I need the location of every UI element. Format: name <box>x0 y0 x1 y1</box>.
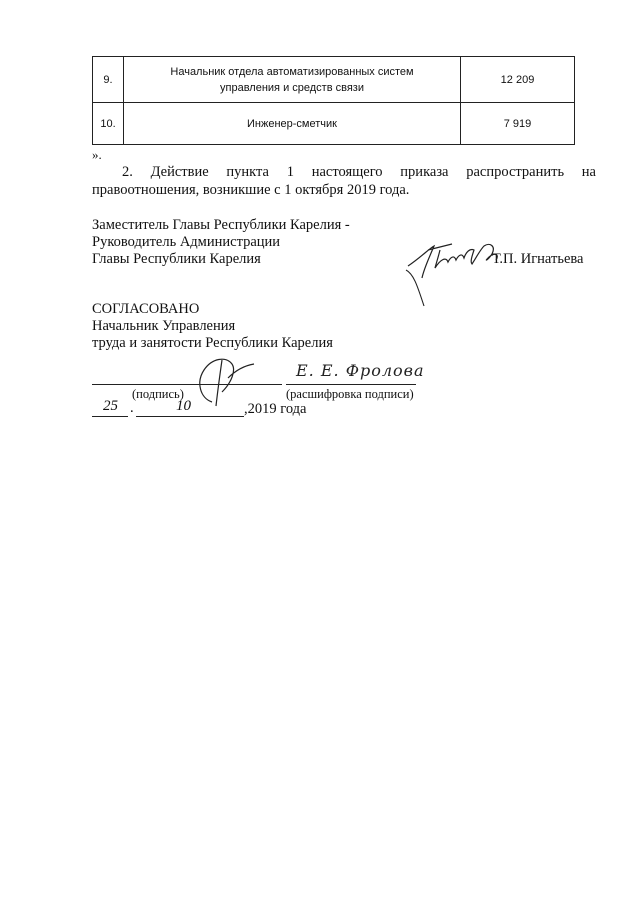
signatory-position-line-3: Главы Республики Карелия <box>92 251 261 267</box>
date-year: ,2019 года <box>244 401 307 417</box>
row-value: 12 209 <box>461 57 575 103</box>
row-number: 10. <box>93 103 124 145</box>
paragraph-2-line-1: 2. Действие пункта 1 настоящего приказа распространить на <box>122 164 596 180</box>
date-separator: . <box>130 400 134 416</box>
salary-table <box>92 56 575 145</box>
row-title: Начальник отдела автоматизированных систем управления и средств связи <box>124 57 461 103</box>
signatory-position-line-2: Руководитель Администрации <box>92 234 281 250</box>
signatory-position-line-1: Заместитель Главы Республики Карелия - <box>92 217 350 233</box>
signatory-name: Т.П. Игнатьева <box>492 251 584 267</box>
handwritten-name: Е. Е. Фролова <box>296 361 425 380</box>
row-value: 7 919 <box>461 103 575 145</box>
table-row <box>93 103 575 145</box>
date-month: 10 <box>176 398 191 414</box>
approval-position-line-2: труда и занятости Республики Карелия <box>92 335 333 351</box>
signature-decode-line <box>286 384 416 385</box>
closing-quote: ». <box>92 147 102 162</box>
date-month-line <box>136 416 244 417</box>
ignatieva-signature <box>400 228 510 308</box>
date-day: 25 <box>103 398 118 414</box>
row-title: Инженер-сметчик <box>124 103 461 145</box>
row-number: 9. <box>93 57 124 103</box>
paragraph-2-line-2: правоотношения, возникшие с 1 октября 2019 года. <box>92 182 410 198</box>
approval-heading: СОГЛАСОВАНО <box>92 301 200 317</box>
date-day-line <box>92 416 128 417</box>
table-row <box>93 57 575 103</box>
signature-decode-caption: (расшифровка подписи) <box>286 387 414 401</box>
approval-position-line-1: Начальник Управления <box>92 318 236 334</box>
signature-caption: (подпись) <box>132 387 184 401</box>
